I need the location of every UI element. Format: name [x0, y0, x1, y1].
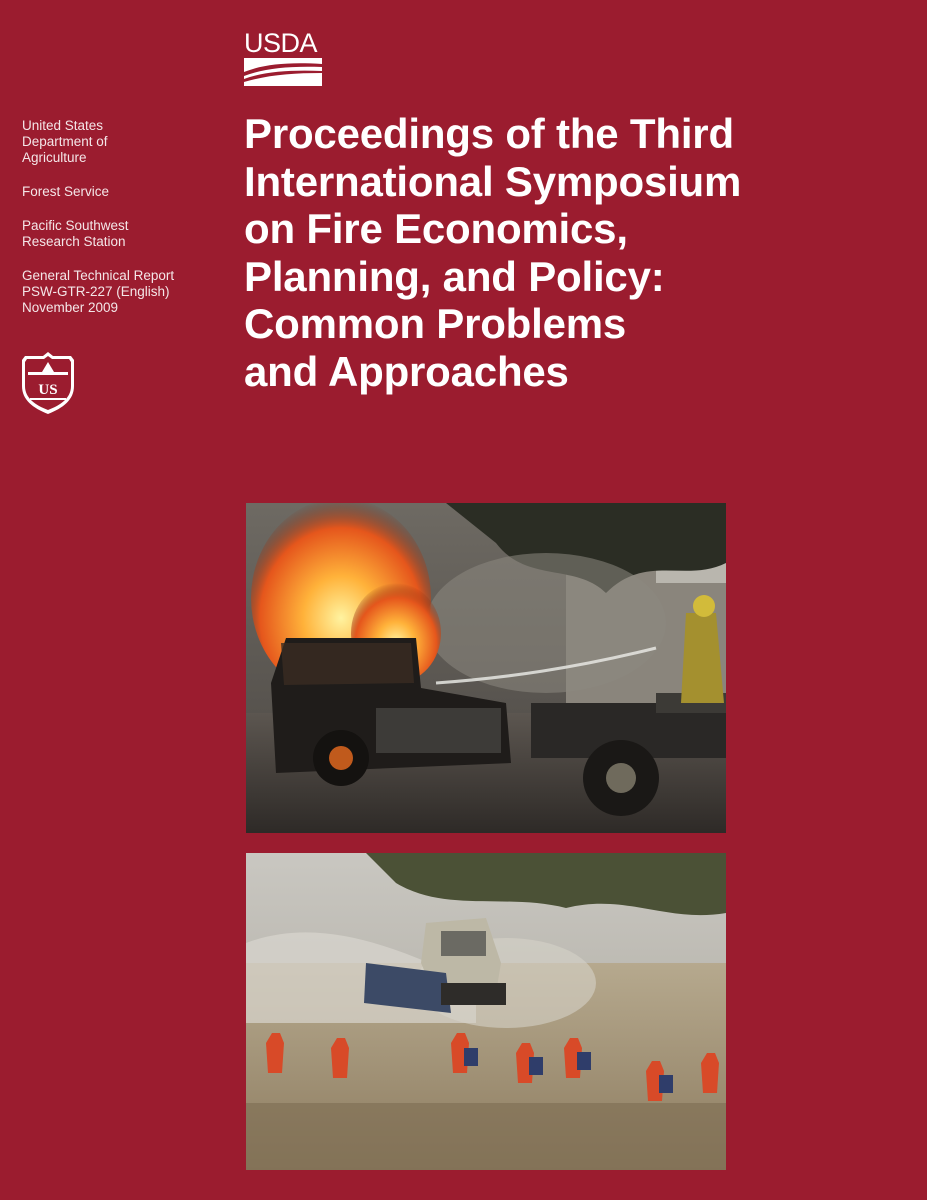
report-title: Proceedings of the Third International Symposium on Fire Economics, Planning, and Policy: Common Problems and Approaches: [244, 110, 742, 395]
shield-emblem-text: US: [38, 382, 58, 398]
usda-swoosh-graphic: [244, 58, 322, 86]
forest-service-shield-icon: [19, 350, 77, 416]
report-info: General Technical Report PSW-GTR-227 (English) November 2009: [22, 268, 175, 315]
service-name: Forest Service: [22, 184, 110, 199]
department-name: United States Department of Agriculture: [22, 118, 108, 165]
fire-crew-photo: [246, 853, 726, 1170]
agency-info: [22, 118, 222, 334]
station-name: Pacific Southwest Research Station: [22, 218, 129, 249]
burning-vehicle-photo: [246, 503, 726, 833]
usda-logo: [244, 28, 322, 86]
usda-logo-text: USDA: [244, 28, 318, 58]
